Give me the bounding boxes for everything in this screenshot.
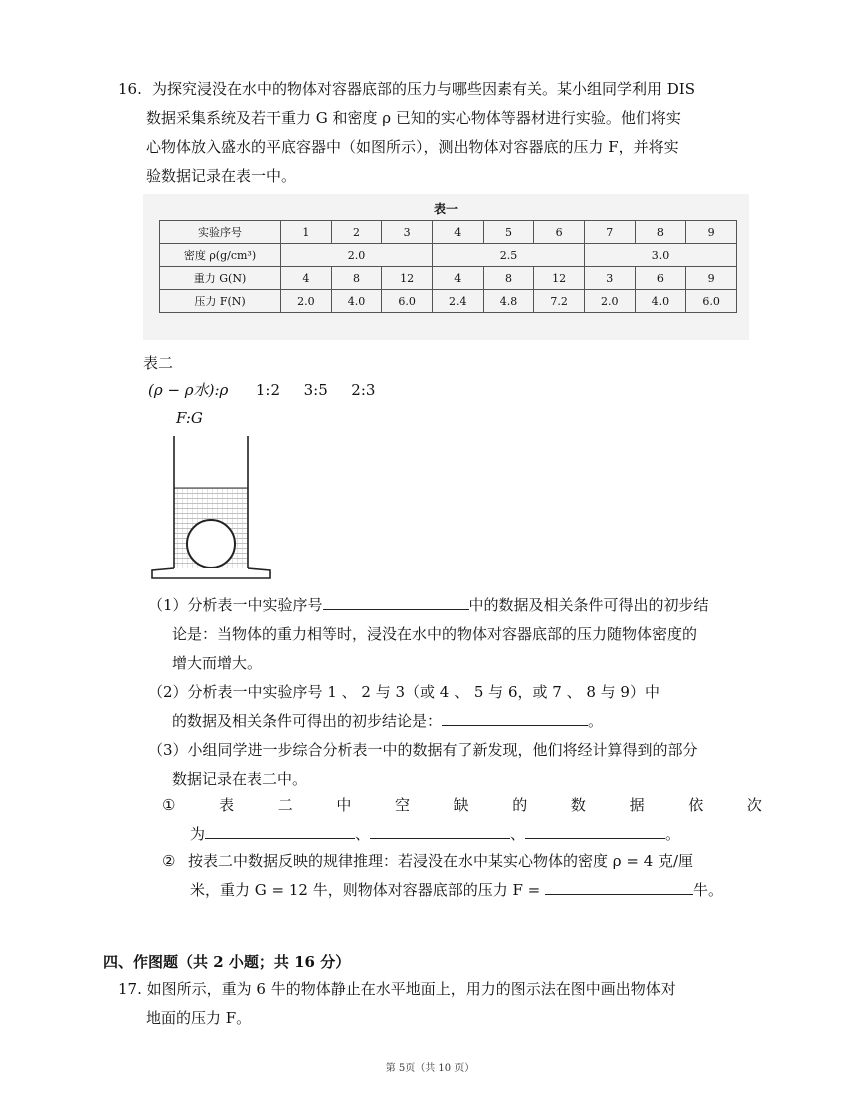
- table-cell: 4: [281, 267, 332, 290]
- question-number: 16.: [118, 80, 142, 98]
- table-cell: 压力 F(N): [160, 290, 281, 313]
- sub-item-2: ② 按表二中数据反映的规律推理：若浸没在水中某实心物体的密度 ρ = 4 克/厘 米，重力 G = 12 牛，则物体对容器底部的压力 F = 牛。: [162, 852, 724, 899]
- table-2-row-2-label: F:G: [176, 409, 203, 427]
- container-base: [152, 568, 270, 578]
- table-1-scan: [143, 194, 749, 340]
- table-cell: 6.0: [686, 290, 737, 313]
- table-cell: 6: [635, 267, 686, 290]
- table-row: [160, 244, 737, 267]
- table-cell: 2.0: [281, 244, 433, 267]
- table-cell: 7.2: [534, 290, 585, 313]
- answer-blank[interactable]: [442, 709, 588, 726]
- page-footer: 第 5页（共 10 页）: [385, 1063, 475, 1074]
- table-cell: 3: [382, 221, 433, 244]
- table-cell: 9: [686, 221, 737, 244]
- table-cell: 8: [483, 267, 534, 290]
- sub-question-2: （2）分析表一中实验序号 1 、 2 与 3（或 4 、 5 与 6，或 7 、 8 与 9）中 的数据及相关条件可得出的初步结论是： 。: [148, 683, 660, 730]
- table-row: [160, 290, 737, 313]
- table-cell: 2.5: [432, 244, 584, 267]
- table-cell: 3: [584, 267, 635, 290]
- table-cell: 实验序号: [160, 221, 281, 244]
- table-row: [160, 267, 737, 290]
- question-16-line-2: 数据采集系统及若干重力 G 和密度 ρ 已知的实心物体等器材进行实验。他们将实: [146, 109, 681, 127]
- question-17: 17. 如图所示，重为 6 牛的物体静止在水平地面上，用力的图示法在图中画出物体对 地面的压力 F。: [118, 980, 676, 1027]
- table-2-row-1-label: (ρ − ρ水):ρ: [148, 381, 229, 399]
- table-cell: 1: [281, 221, 332, 244]
- table-cell: 密度 ρ(g/cm³): [160, 244, 281, 267]
- table-row: [160, 221, 737, 244]
- question-16-line-4: 验数据记录在表一中。: [146, 167, 297, 185]
- table-cell: 12: [382, 267, 433, 290]
- answer-blank[interactable]: [205, 822, 355, 839]
- answer-blank[interactable]: [370, 822, 510, 839]
- table-2-row-1: [148, 376, 375, 405]
- container-figure: [150, 436, 272, 582]
- table-cell: 5: [483, 221, 534, 244]
- sub-question-3: （3）小组同学进一步综合分析表一中的数据有了新发现，他们将经计算得到的部分 数据记录在表二中。: [148, 741, 698, 788]
- table-cell: 2.4: [432, 290, 483, 313]
- solid-ball: [187, 520, 235, 568]
- table-cell: 6: [534, 221, 585, 244]
- answer-blank[interactable]: [545, 878, 693, 895]
- answer-blank[interactable]: [525, 822, 665, 839]
- table-cell: 2.0: [584, 290, 635, 313]
- question-16-line-1: 16. 为探究浸没在水中的物体对容器底部的压力与哪些因素有关。某小组同学利用 DIS: [118, 75, 758, 104]
- table-cell: 8: [635, 221, 686, 244]
- table-cell: 2: [331, 221, 382, 244]
- section-heading: 四、作图题（共 2 小题；共 16 分）: [103, 953, 351, 971]
- table-cell: 9: [686, 267, 737, 290]
- table-1: [159, 220, 737, 313]
- table-2-value: 3:5: [303, 381, 328, 399]
- table-cell: 2.0: [281, 290, 332, 313]
- table-2-label: 表二: [143, 354, 174, 372]
- table-2-value: 2:3: [351, 381, 376, 399]
- question-16: [118, 75, 758, 191]
- table-2-value: 1:2: [255, 381, 281, 399]
- table-cell: 8: [331, 267, 382, 290]
- table-1-title: 表一: [433, 202, 458, 216]
- table-cell: 重力 G(N): [160, 267, 281, 290]
- sub-question-1: （1）分析表一中实验序号 中的数据及相关条件可得出的初步结 论是：当物体的重力相等时，浸没在水中的物体对容器底部的压力随物体密度的 增大而增大。: [148, 591, 768, 678]
- table-cell: 4.0: [635, 290, 686, 313]
- table-cell: 6.0: [382, 290, 433, 313]
- table-cell: 7: [584, 221, 635, 244]
- sub-item-1-line-2: 为 、 、 。: [190, 820, 680, 849]
- table-cell: 4: [432, 267, 483, 290]
- question-16-line-3: 心物体放入盛水的平底容器中（如图所示），测出物体对容器底的压力 F，并将实: [146, 138, 679, 156]
- table-cell: 4.8: [483, 290, 534, 313]
- table-cell: 4.0: [331, 290, 382, 313]
- table-cell: 4: [432, 221, 483, 244]
- table-cell: 12: [534, 267, 585, 290]
- sub-item-1-line-1: ① 表 二 中 空 缺 的 数 据 依 次: [162, 796, 762, 814]
- answer-blank[interactable]: [323, 593, 469, 610]
- table-cell: 3.0: [584, 244, 736, 267]
